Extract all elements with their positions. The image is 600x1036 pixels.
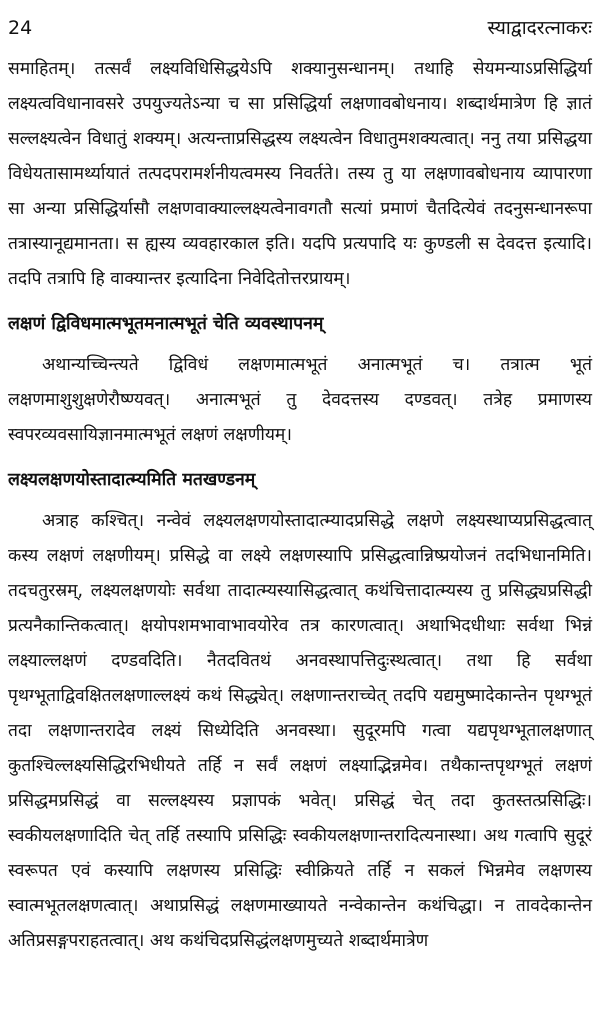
refutation-paragraph: अत्राह कश्चित्। नन्वेवं लक्ष्यलक्षणयोस्तादात्म्यादप्रसिद्धे लक्षणे लक्ष्यस्थाप्यप्रसिद्धत्वात् कस्य लक्षणं लक्षणीयम्। प्रसिद्धे वा लक्ष्ये लक्षणस्यापि प्रसिद्धत्वान्निष्प्रयोजनं तदभिधानमिति। तदचतुरस्रम्, लक्ष्यलक्षणयोः सर्वथा तादात्म्यस्यासिद्धत्वात् कथंचित्तादात्म्यस्य तु प्रसिद्ध्यप्रसिद्धी प्रत्यनैकान्तिकत्वात्। क्षयोपशमभावाभावयोरेव तत्र कारणत्वात्। अथाभिदधीथाः सर्वथा भिन्नं लक्ष्याल्लक्षणं दण्डवदिति। नैतदवितथं अनवस्थापत्तिदुःस्थत्वात्। तथा हि सर्वथा पृथग्भूताद्विवक्षितलक्षणाल्लक्ष्यं कथं सिद्ध्येत्। लक्षणान्तराच्चेत् तदपि यद्यमुष्मादेकान्तेन पृथग्भूतं तदा लक्षणान्तरादेव लक्ष्यं सिध्येदिति अनवस्था। सुदूरमपि गत्वा यद्यपृथग्भूतालक्षणात् कुतश्चिल्लक्ष्यसिद्धिरभिधीयते तर्हि न सर्वं लक्षणं लक्ष्याद्भिन्नमेव। तथैकान्तपृथग्भूतं लक्षणं प्रसिद्धमप्रसिद्धं वा सल्लक्ष्यस्य प्रज्ञापकं भवेत्। प्रसिद्धं चेत् तदा कुतस्तत्प्रसिद्धिः। स्वकीयलक्षणादिति चेत् तर्हि तस्यापि प्रसिद्धिः स्वकीयलक्षणान्तरादित्यनास्था। अथ गत्वापि सुदूरं स्वरूपत एवं कस्यापि लक्षणस्य प्रसिद्धिः स्वीक्रियते तर्हि न सकलं भिन्नमेव लक्षणस्य स्वात्मभूतलक्षणत्वात्। अथाप्रसिद्धं लक्षणमाख्यायते नन्वेकान्तेन कथंचिद्धा। न तावदेकान्तेन अतिप्रसङ्गपराहतत्वात्। अथ कथंचिदप्रसिद्धंलक्षणमुच्यते शब्दार्थमात्रेण (8, 511, 592, 951)
page-number: 24 (8, 17, 33, 39)
page-header (8, 14, 592, 44)
two-types-paragraph: अथान्यच्चिन्त्यते द्विविधं लक्षणमात्मभूतं अनात्मभूतं च। तत्रात्म भूतं लक्षणमाशुशुक्षणेरौष्ण्यवत्। अनात्मभूतं तु देवदत्तस्य दण्डवत्। तत्रेह प्रमाणस्य स्वपरव्यवसायिज्ञानमात्मभूतं लक्षणं लक्षणीयम्। (8, 355, 592, 445)
intro-paragraph: समाहितम्। तत्सर्वं लक्ष्यविधिसिद्धयेऽपि शक्यानुसन्धानम्। तथाहि सेयमन्याऽप्रसिद्धिर्या लक्ष्यत्वविधानावसरे उपयुज्यतेऽन्या च सा प्रसिद्धिर्या लक्षणावबोधनाय। शब्दार्थमात्रेण हि ज्ञातं सल्लक्ष्यत्वेन विधातुं शक्यम्। अत्यन्ताप्रसिद्धस्य लक्ष्यत्वेन विधातुमशक्यत्वात्। ननु तया प्रसिद्धया विधेयतासामर्थ्यायातं तत्पदपरामर्शनीयत्वमस्य निवर्तते। तस्य तु या लक्षणावबोधनाय व्यापारणा सा अन्या प्रसिद्धिर्यासौ लक्षणवाक्याल्लक्ष्यत्वेनावगतौ सत्यां प्रमाणं चैतदित्येवं तदनुसन्धानरूपा तत्रास्यानूद्यमानता। स ह्यस्य व्यवहारकाल इति। यदपि प्रत्यपादि यः कुण्डली स देवदत्त इत्यादि। तदपि तत्रापि हि वाक्यान्तर इत्यादिना निवेदितोत्तरप्रायम्। (8, 59, 592, 289)
section-heading-two-types-of-definition: लक्षणं द्विविधमात्मभूतमनात्मभूतं चेति व्यवस्थापनम् (8, 314, 324, 334)
section-heading-refutation: लक्ष्यलक्षणयोस्तादात्म्यमिति मतखण्डनम् (8, 470, 256, 490)
running-title: स्याद्वादरत्नाकरः (487, 17, 592, 39)
